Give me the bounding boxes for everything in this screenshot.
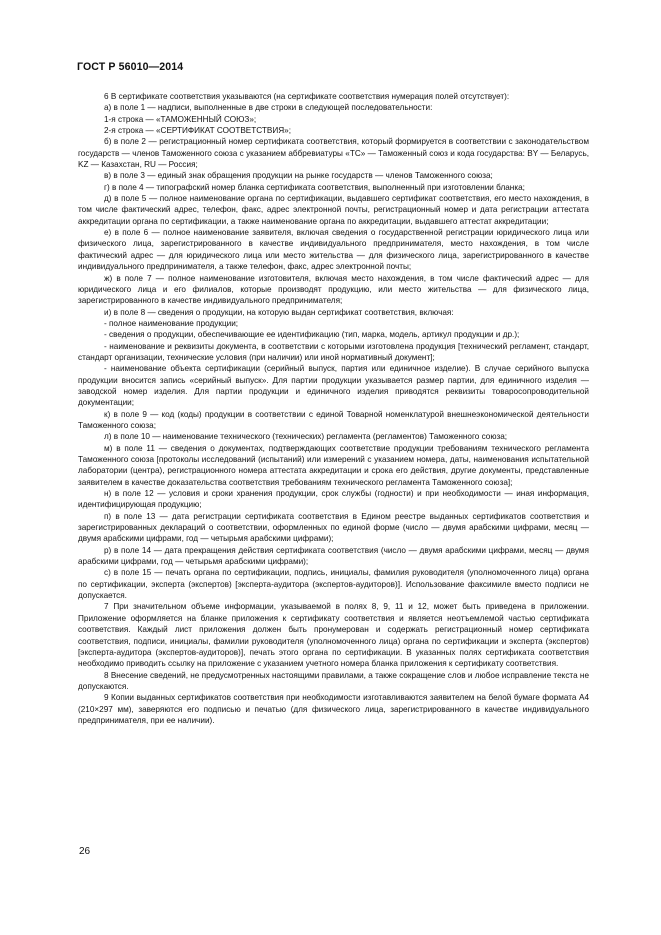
item-p: п) в поле 13 — дата регистрации сертификата соответствия в Едином реестре выданных сертификатов соответствия и зарегистрированных деклараций о соответствии, оформленных по единой форме (число — двумя арабскими цифрами, месяц — двумя арабскими цифрами, год — четырьмя арабскими цифрами); bbox=[78, 511, 589, 544]
bullet-identification: - сведения о продукции, обеспечивающие ее идентификацию (тип, марка, модель, артикул продукции и др.); bbox=[104, 330, 520, 340]
line-2: 2-я строка — «СЕРТИФИКАТ СООТВЕТСТВИЯ»; bbox=[104, 126, 291, 136]
page-number: 26 bbox=[79, 846, 91, 857]
item-d: д) в поле 5 — полное наименование органа по сертификации, выдавшего сертификат соответствия, его место нахождения, в том числе фактический адрес, телефон, факс, адрес электронной почты, регистрационный номер и дата регистрации аттестата аккредитации органа по сертификации, а также наименование органа по аккредитации, выдавшего аттестат аккредитации; bbox=[78, 194, 589, 226]
bullet-name: - полное наименование продукции; bbox=[104, 318, 239, 328]
item-r: р) в поле 14 — дата прекращения действия сертификата соответствия (число — двумя арабскими цифрами, месяц — двумя арабскими цифрами, год — четырьмя арабскими цифрами); bbox=[78, 545, 589, 567]
document-header: ГОСТ Р 56010—2014 bbox=[77, 61, 184, 73]
item-v: в) в поле 3 — единый знак обращения продукции на рынке государств — членов Таможенного союза; bbox=[104, 171, 493, 181]
item-k: к) в поле 9 — код (коды) продукции в соответствии с единой Товарной номенклатурой внешнеэкономической деятельности Таможенного союза; bbox=[78, 409, 589, 430]
bullet-object: - наименование объекта сертификации (серийный выпуск, партия или единичное изделие). В случае серийного выпуска продукции вносится запись «серийный выпуск». Для партии продукции указывается размер партии, для единичного изделия — заводской номер изделия. Для партии продукции и единичного изделия приводятся реквизиты товаросопроводительной документации; bbox=[78, 364, 589, 408]
document-body bbox=[78, 91, 589, 726]
item-g: г) в поле 4 — типографский номер бланка сертификата соответствия, выполненный при изготовлении бланка; bbox=[104, 182, 525, 192]
line-1: 1-я строка — «ТАМОЖЕННЫЙ СОЮЗ»; bbox=[104, 114, 257, 124]
item-s: с) в поле 15 — печать органа по сертификации, подпись, инициалы, фамилия руководителя (уполномоченного лица) органа по сертификации, эксперта (экспертов) [эксперта-аудитора (экспертов-аудиторов)]. Использование факсимиле вместо подписи не допускается. bbox=[78, 568, 589, 601]
paragraph-7: 7 При значительном объеме информации, указываемой в полях 8, 9, 11 и 12, может быть приведена в приложении. Приложение оформляется на бланке приложения к сертификату соответствия и является неотъемлемой частью сертификата соответствия. Каждый лист приложения должен быть пронумерован и содержать регистрационный номер сертификата соответствия, подписи, инициалы, фамилии руководителя (уполномоченного лица) органа по сертификации и эксперта (экспертов) [эксперта-аудитора (экспертов-аудиторов)], печать этого органа по сертификации. В указанных полях сертификата соответствия необходимо приводить ссылку на приложение с указанием учетного номера бланка приложения к сертификату соответствия. bbox=[78, 602, 589, 669]
paragraph-9: 9 Копии выданных сертификатов соответствия при необходимости изготавливаются заявителем на белой бумаге формата А4 (210×297 мм), заверяются его подписью и печатью (для физического лица, зарегистрированного в качестве индивидуального предпринимателя, при ее наличии). bbox=[78, 693, 589, 725]
item-l: л) в поле 10 — наименование технического (технических) регламента (регламентов) Таможенного союза; bbox=[104, 432, 508, 442]
item-n: н) в поле 12 — условия и сроки хранения продукции, срок службы (годности) и при необходимости — иная информация, идентифицирующая продукцию; bbox=[78, 489, 589, 510]
bullet-document: - наименование и реквизиты документа, в соответствии с которыми изготовлена продукция [технический регламент, стандарт, стандарт организации, технические условия (при наличии) или иной нормативный документ]; bbox=[78, 341, 589, 362]
item-a: а) в поле 1 — надписи, выполненные в две строки в следующей последовательности: bbox=[104, 103, 433, 113]
item-b: б) в поле 2 — регистрационный номер сертификата соответствия, который формируется в соответствии с законодательством государств — членов Таможенного союза с указанием аббревиатуры «ТС» — Таможенный союз и кода государства: BY — Беларусь, KZ — Казахстан, RU — Россия; bbox=[78, 137, 589, 170]
paragraph-6-intro: 6 В сертификате соответствия указываются (на сертификате соответствия нумерация полей отсутствует): bbox=[104, 92, 510, 101]
paragraph-8: 8 Внесение сведений, не предусмотренных настоящими правилами, а также сокращение слов и любое исправление текста не допускаются. bbox=[78, 670, 589, 691]
item-zh: ж) в поле 7 — полное наименование изготовителя, включая место нахождения, в том числе фактический адрес — для юридического лица и его филиалов, которые производят продукцию, или место жительства — для физического лица, зарегистрированного в качестве индивидуального предпринимателя; bbox=[78, 273, 589, 306]
item-i: и) в поле 8 — сведения о продукции, на которую выдан сертификат соответствия, включая: bbox=[104, 307, 454, 317]
item-m: м) в поле 11 — сведения о документах, подтверждающих соответствие продукции требованиям технического регламента Таможенного союза [протоколы исследований (испытаний) или измерений с указанием номера, даты, наименования испытательной лаборатории (центра), регистрационного номера аттестата аккредитации и срока его действия, другие документы, представленные заявителем в качестве доказательства соответствия требованиям технического регламента Таможенного союза]; bbox=[78, 443, 589, 487]
item-e: е) в поле 6 — полное наименование заявителя, включая сведения о государственной регистрации юридического лица или физического лица, зарегистрированного в качестве индивидуального предпринимателя, место нахождения, в том числе фактический адрес — для юридического лица или место жительства — для физического лица, зарегистрированного в качестве индивидуального предпринимателя, а также телефон, факс, адрес электронной почты; bbox=[78, 228, 589, 272]
